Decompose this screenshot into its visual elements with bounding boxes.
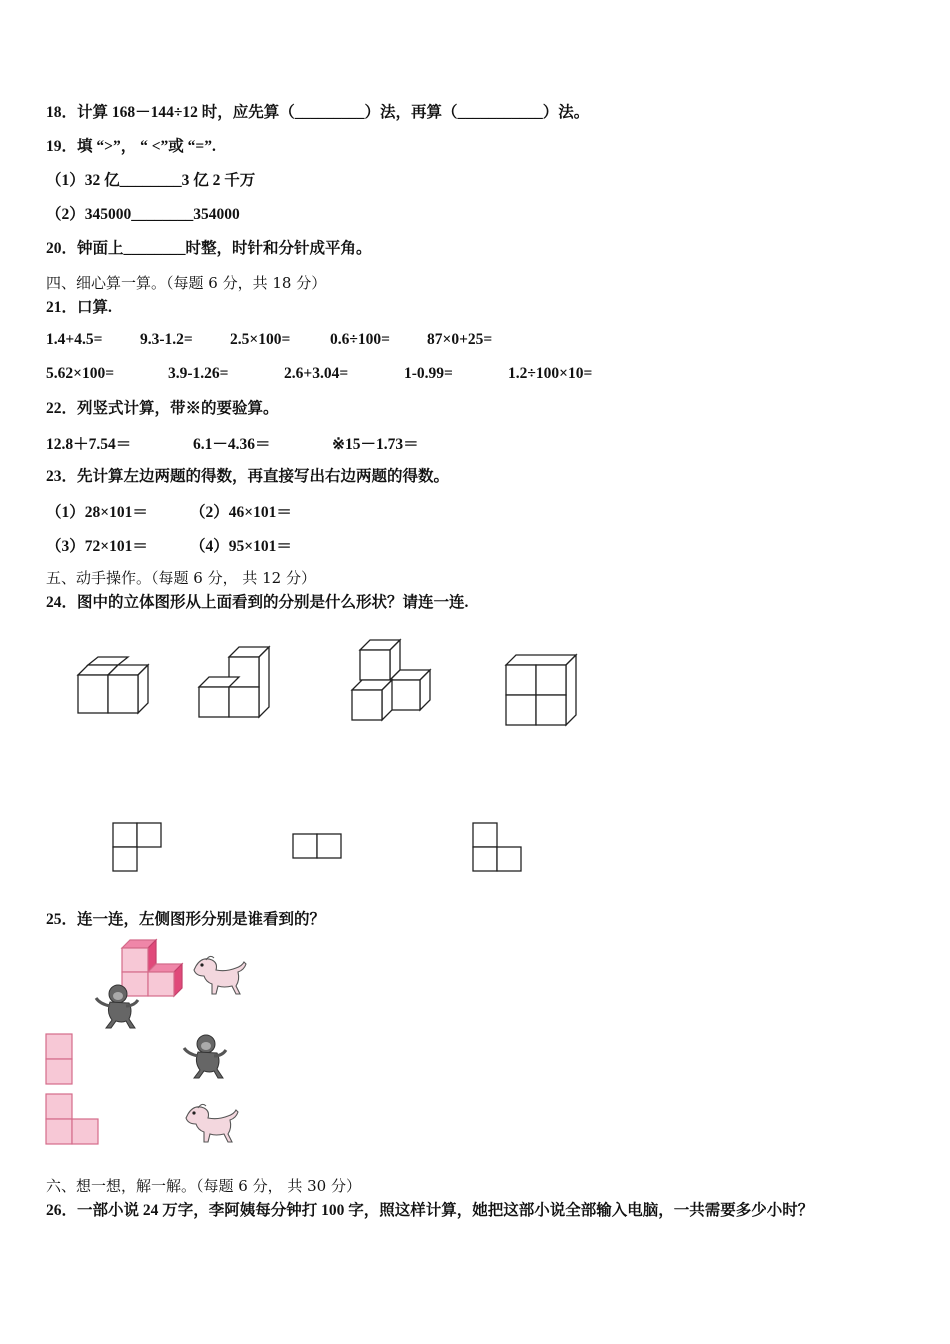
q21-item: 1.2÷100×10= xyxy=(508,365,593,382)
q23-title: 23．先计算左边两题的得数，再直接写出右边两题的得数。 xyxy=(46,468,450,485)
dog-icon xyxy=(188,952,248,998)
q23-item: （2）46×101＝ xyxy=(190,504,292,521)
q26-text: 26．一部小说 24 万字，李阿姨每分钟打 100 字，照这样计算，她把这部小说全部输入电脑，一共需要多少小时？ xyxy=(46,1202,814,1219)
q23-row2 xyxy=(0,534,950,554)
q21-title: 21．口算. xyxy=(46,299,112,316)
monkey-icon xyxy=(180,1032,230,1080)
square-grid-icon xyxy=(45,1093,101,1147)
q22-item: ※15－1.73＝ xyxy=(332,436,419,453)
q23-item: （3）72×101＝ xyxy=(46,538,148,555)
section4-heading: 四、细心算一算。（每题 6 分，共 18 分） xyxy=(46,274,327,292)
section5-heading: 五、动手操作。（每题 6 分， 共 12 分） xyxy=(46,569,316,587)
square-grid-icon xyxy=(472,822,524,872)
q22-item: 12.8＋7.54＝ xyxy=(46,436,132,453)
cube-stack-icon xyxy=(502,653,582,733)
q21-row1 xyxy=(0,331,950,351)
q23-item: （4）95×101＝ xyxy=(190,538,292,555)
q22-title: 22．列竖式计算，带※的要验算。 xyxy=(46,400,279,417)
q21-item: 1-0.99= xyxy=(404,365,453,382)
q24-text: 24．图中的立体图形从上面看到的分别是什么形状？请连一连. xyxy=(46,594,469,611)
square-grid-icon xyxy=(112,822,164,872)
q21-item: 2.6+3.04= xyxy=(284,365,349,382)
q21-item: 2.5×100= xyxy=(230,331,291,348)
q23-row1 xyxy=(0,500,950,520)
q21-item: 1.4+4.5= xyxy=(46,331,103,348)
square-grid-icon xyxy=(45,1033,75,1087)
q25-text: 25．连一连，左侧图形分别是谁看到的？ xyxy=(46,911,326,928)
q18-text: 18．计算 168－144÷12 时，应先算（_________）法，再算（___________）法。 xyxy=(46,104,590,121)
q21-item: 87×0+25= xyxy=(427,331,493,348)
q19-part1: （1）32 亿________3 亿 2 千万 xyxy=(46,172,256,189)
q21-item: 0.6÷100= xyxy=(330,331,390,348)
q22-item: 6.1－4.36＝ xyxy=(193,436,271,453)
q21-item: 9.3-1.2= xyxy=(140,331,193,348)
q23-item: （1）28×101＝ xyxy=(46,504,148,521)
cube-stack-icon xyxy=(70,655,160,720)
monkey-icon xyxy=(92,982,142,1030)
cube-stack-icon xyxy=(195,645,280,725)
square-grid-icon xyxy=(292,833,344,861)
section6-heading: 六、想一想，解一解。（每题 6 分， 共 30 分） xyxy=(46,1177,361,1195)
q20-text: 20．钟面上________时整，时针和分针成平角。 xyxy=(46,240,372,257)
q21-item: 3.9-1.26= xyxy=(168,365,229,382)
dog-icon xyxy=(180,1100,240,1146)
q21-item: 5.62×100= xyxy=(46,365,115,382)
q22-items xyxy=(0,432,950,452)
cube-stack-icon xyxy=(348,638,438,723)
q19-part2: （2）345000________354000 xyxy=(46,206,240,223)
q21-row2 xyxy=(0,365,950,385)
q19-title: 19．填 “>”， “ <”或 “=”. xyxy=(46,138,216,155)
